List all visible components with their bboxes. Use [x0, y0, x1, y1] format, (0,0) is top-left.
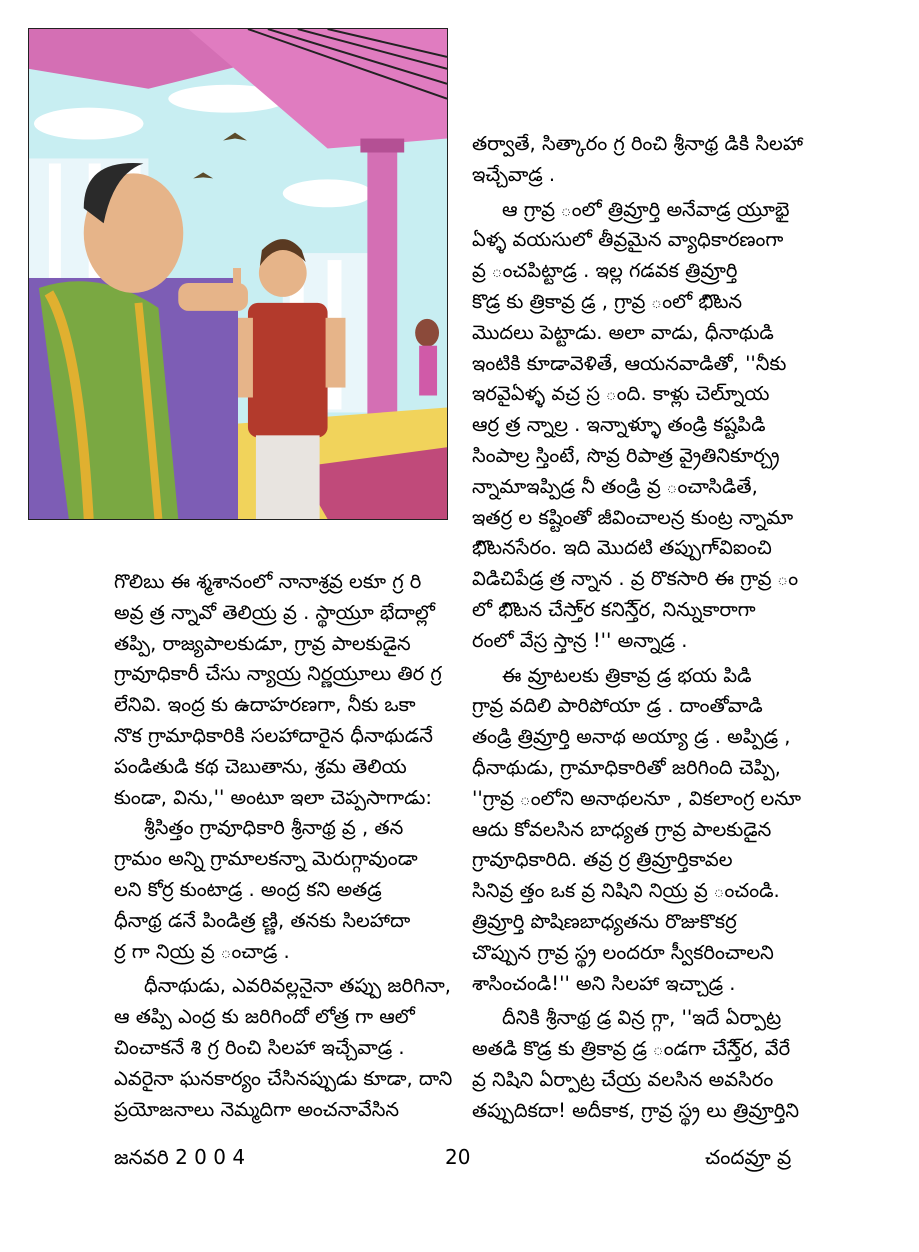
text-line: చొప్పున గ్రావ్ర స్థ్ర లందరూ స్వీకరించాలని — [472, 940, 774, 964]
text-line: న్నామాఇప్పిడ్ర నీ తండ్రి వ్ర ంచాసిడితే, — [472, 474, 758, 498]
text-line: కొడ్ర కు త్రికావ్ర డ్ర , గ్రావ్ర ంలో భిొటన — [472, 289, 743, 313]
text-line: ధీనాథ్ర డనే పిండిత్ర ణ్ణి, తనకు సిలహాదా — [114, 908, 411, 932]
text-line: లని కోర్ర కుంటాడ్ర . అంద్ర కని అతడ్ర — [114, 877, 382, 901]
story-illustration — [28, 28, 448, 520]
text-line: ఆదు కోవలసిన బాధ్యత గ్రావ్ర పాలకుడైన — [472, 817, 772, 841]
text-line: ఇచ్చేవాడ్ర . — [472, 162, 556, 186]
text-line: పండితుడి కథ చెబుతాను, శ్రమ తెలియ — [114, 754, 407, 778]
text-line: ప్రయోజనాలు నెమ్మదిగా అంచనావేసిన — [114, 1097, 400, 1121]
text-line: కుండా, విను,'' అంటూ ఇలా చెప్పసాగాడు: — [114, 785, 432, 809]
text-line: మొదలు పెట్టాడు. అలా వాడు, ధీనాథుడి — [472, 320, 774, 344]
right-text-column — [472, 129, 892, 1127]
text-line: ఆ గ్రావ్ర ంలో త్రివ్రూర్తి అనేవాడ్ర య్రూభై — [502, 197, 790, 221]
text-line: సినివ్ర త్తం ఒక వ్ర నిషిని నియ్ర వ్ర ంచండి. — [472, 879, 780, 903]
text-line: త్రివ్రూర్తి పొషిణబాధ్యతను రొజుకొకర్ర — [472, 909, 737, 933]
footer-date: జనవరి 2 0 0 4 — [114, 1145, 246, 1169]
text-line: విడిచిపేడ్ర త్ర న్నాన . వ్ర రొకసారి ఈ గ్రావ్ర ం — [472, 567, 799, 591]
text-line: ధీనాథుడు, ఎవరివల్లనైనా తప్పు జరిగినా, — [144, 974, 451, 998]
text-line: ఆర్ర త్ర న్నాల్ర . ఇన్నాళ్ళూ తండ్రి కష్టపిడి — [472, 413, 766, 437]
text-line: ఇంటికి కూడావెళితే, ఆయనవాడితో, ''నీకు — [472, 351, 787, 375]
text-line: శాసించండి!'' అని సిలహా ఇచ్చాడ్ర . — [472, 971, 736, 995]
text-line: ఇతర్ర ల కష్టింతో జీవించాలన్ర కుంట్ర న్నామా — [472, 505, 794, 529]
text-line: శ్రీసిత్తం గ్రావూధికారి శ్రీనాథ్ర వ్ర , తన — [144, 816, 404, 840]
magazine-name: చందవ్రూ వ్ర — [705, 1145, 792, 1169]
text-line: ఇరవైఏళ్ళ వచ్ర స్ర ంది. కాళ్లు చెల్నూ్య — [472, 382, 770, 406]
text-line: భిొటనసేరం. ఇది మొదటి తప్పుగా్విఐంచి — [472, 536, 772, 560]
text-line: గ్రావూధికారీ చేసు న్యాయ్ర నిర్ణయ్రూలు తిర గ్ర — [114, 662, 442, 686]
left-text-column — [114, 567, 459, 1125]
text-line: అతడి కొడ్ర కు త్రికావ్ర డ్ర ండగా చేస్తే్ర, వేరే — [472, 1037, 791, 1061]
illustration-artwork — [29, 29, 447, 519]
text-line: తర్వాతే, సిత్కారం గ్ర రించి శ్రీనాథ్ర డికి సిలహా — [472, 132, 803, 155]
text-line: తప్పి, రాజ్యపాలకుడూ, గ్రావ్ర పాలకుడైన — [114, 631, 411, 655]
text-line: ధీనాథుడు, గ్రామాధికారితో జరిగింది చెప్పి, — [472, 755, 781, 779]
text-line: ''గ్రావ్ర ంలోని అనాథలనూ , వికలాంగ్ర లనూ — [472, 786, 802, 810]
text-line: ఏళ్ళ వయసులో తీవ్రమైన వ్యాధికారణంగా — [472, 228, 784, 252]
text-line: గ్రామం అన్ని గ్రామాలకన్నా మెరుగ్గావుండా — [114, 847, 418, 871]
text-line: వ్ర ంచపిట్టాడ్ర . ఇల్ల గడవక త్రివ్రూర్తి — [472, 259, 738, 283]
text-line: నొక గ్రామాధికారికి సలహాదారైన ధీనాథుడనే — [114, 723, 433, 747]
text-line: లేనివి. ఇంద్ర కు ఉదాహరణగా, నీకు ఒకా — [114, 693, 416, 717]
text-line: ర్ర గా నియ్ర వ్ర ంచాడ్ర . — [114, 939, 290, 963]
text-line: గొలిబు ఈ శ్మశానంలో నానాశ్రవ్ర లకూ గ్ర రి — [114, 570, 422, 593]
text-line: రంలో వేస్ర స్తాన్ర !'' అన్నాడ్ర . — [472, 628, 688, 652]
text-line: లో భిొటన చేస్తా్ర కనిస్తే్ర, నిన్నుకారాగా — [472, 597, 756, 621]
text-line: ఈ వ్రూటలకు త్రికావ్ర డ్ర భయ పిడి — [502, 663, 752, 687]
page-number: 20 — [445, 1145, 471, 1169]
text-line: గ్రావ్ర వదిలి పారిపోయా డ్ర . దాంతోవాడి — [472, 694, 763, 718]
text-line: చించాకనే శి గ్ర రించి సిలహా ఇచ్చేవాడ్ర . — [114, 1035, 405, 1059]
text-line: గ్రావూధికారిది. తవ్ర ర్ర త్రివ్రూర్తికావల — [472, 848, 733, 872]
text-line: తప్పుదికదా! అదీకాక, గ్రావ్ర స్థ్ర లు త్రివ్రూర్తిని — [472, 1098, 800, 1122]
text-line: తండ్రి త్రివ్రూర్తి అనాథ అయ్యా డ్ర . అప్పిడ్ర , — [472, 725, 791, 749]
text-line: ఎవరైనా ఘనకార్యం చేసినప్పుడు కూడా, దాని — [114, 1066, 453, 1090]
text-line: సింపాల్ర స్తింటే, సొవ్ర రిపాత్ర వ్రైతినికూర్చ్ర — [472, 443, 780, 467]
text-line: అవ్ర త్ర న్నావో తెలియ్ర వ్ర . స్థాయ్రూ భేదాల్లో — [114, 600, 435, 624]
text-line: వ్ర నిషిని ఏర్పాట్ర చేయ్ర వలసిన అవసిరం — [472, 1067, 774, 1091]
text-line: ఆ తప్పి ఎంద్ర కు జరిగిందో లోత్ర గా ఆలో — [114, 1005, 415, 1029]
text-line: దీనికి శ్రీనాథ్ర డ్ర విన్ర గ్గా, ''ఇదే ఏర్పాట్ర — [502, 1006, 782, 1030]
